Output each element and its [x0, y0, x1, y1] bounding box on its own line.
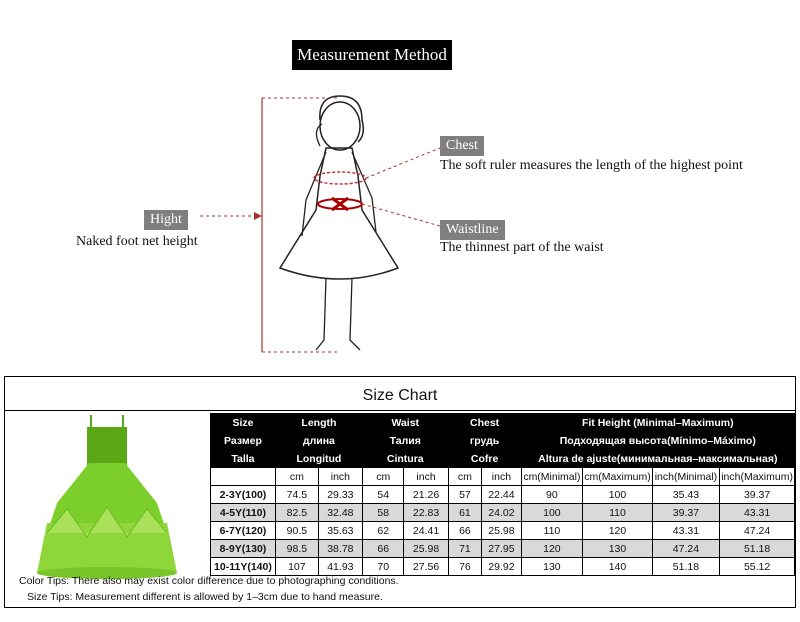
table-unit-cell: cm [448, 468, 482, 486]
table-cell: 110 [521, 522, 583, 540]
table-unit-cell: cm [275, 468, 318, 486]
height-tag: Hight [144, 210, 188, 230]
table-cell: 74.5 [275, 486, 318, 504]
table-header-cell: грудь [448, 432, 521, 450]
waistline-description: The thinnest part of the waist [440, 240, 604, 255]
table-cell: 38.78 [318, 540, 362, 558]
table-units-blank-cell [211, 468, 276, 486]
table-cell: 35.43 [652, 486, 719, 504]
table-cell: 130 [583, 540, 653, 558]
chest-tag: Chest [440, 136, 484, 156]
table-header-row [211, 450, 795, 468]
table-header-cell: Размер [211, 432, 276, 450]
table-header-cell: Size [211, 414, 276, 432]
table-cell: 25.98 [482, 522, 521, 540]
table-header-cell: Cintura [362, 450, 448, 468]
table-row [211, 522, 795, 540]
table-cell: 120 [583, 522, 653, 540]
table-cell: 51.18 [652, 558, 719, 576]
table-cell: 22.83 [404, 504, 448, 522]
table-header-cell: Подходящая высота(Mínimo–Máximo) [521, 432, 794, 450]
size-label-cell: 10-11Y(140) [211, 558, 276, 576]
table-cell: 107 [275, 558, 318, 576]
size-chart [4, 376, 796, 608]
table-header-cell: Chest [448, 414, 521, 432]
table-cell: 47.24 [720, 522, 795, 540]
table-cell: 58 [362, 504, 404, 522]
table-row [211, 486, 795, 504]
table-cell: 66 [362, 540, 404, 558]
table-cell: 39.37 [652, 504, 719, 522]
table-header-cell: Талия [362, 432, 448, 450]
table-cell: 25.98 [404, 540, 448, 558]
table-row [211, 558, 795, 576]
table-cell: 41.93 [318, 558, 362, 576]
table-header-cell: Cofre [448, 450, 521, 468]
table-header-cell: Talla [211, 450, 276, 468]
table-cell: 29.92 [482, 558, 521, 576]
table-cell: 61 [448, 504, 482, 522]
table-header-row [211, 414, 795, 432]
table-cell: 100 [583, 486, 653, 504]
table-unit-cell: inch(Maximum) [720, 468, 795, 486]
size-table [210, 413, 795, 576]
size-label-cell: 6-7Y(120) [211, 522, 276, 540]
table-cell: 100 [521, 504, 583, 522]
table-unit-cell: inch(Minimal) [652, 468, 719, 486]
table-cell: 51.18 [720, 540, 795, 558]
table-cell: 82.5 [275, 504, 318, 522]
table-cell: 140 [583, 558, 653, 576]
table-unit-cell: inch [318, 468, 362, 486]
table-unit-cell: cm [362, 468, 404, 486]
dress-image [7, 413, 207, 581]
table-cell: 24.02 [482, 504, 521, 522]
table-cell: 71 [448, 540, 482, 558]
table-unit-cell: inch [482, 468, 521, 486]
table-row [211, 504, 795, 522]
table-cell: 62 [362, 522, 404, 540]
table-header-row [211, 432, 795, 450]
table-cell: 90.5 [275, 522, 318, 540]
table-cell: 22.44 [482, 486, 521, 504]
table-cell: 70 [362, 558, 404, 576]
table-cell: 43.31 [652, 522, 719, 540]
table-row [211, 540, 795, 558]
table-cell: 29.33 [318, 486, 362, 504]
table-header-cell: Waist [362, 414, 448, 432]
table-unit-cell: cm(Maximum) [583, 468, 653, 486]
table-cell: 120 [521, 540, 583, 558]
table-cell: 66 [448, 522, 482, 540]
table-cell: 57 [448, 486, 482, 504]
table-units-row [211, 468, 795, 486]
table-cell: 55.12 [720, 558, 795, 576]
table-cell: 98.5 [275, 540, 318, 558]
size-chart-title: Size Chart [5, 377, 795, 411]
table-header-cell: Longitud [275, 450, 362, 468]
waistline-tag: Waistline [440, 220, 505, 240]
table-header-cell: длина [275, 432, 362, 450]
table-unit-cell: cm(Minimal) [521, 468, 583, 486]
measurement-method-title: Measurement Method [292, 40, 452, 70]
table-unit-cell: inch [404, 468, 448, 486]
color-tip: Color Tips: There also may exist color difference due to photographing conditions. [19, 575, 399, 587]
table-header-cell: Length [275, 414, 362, 432]
size-label-cell: 8-9Y(130) [211, 540, 276, 558]
size-tip: Size Tips: Measurement different is allowed by 1–3cm due to hand measure. [27, 591, 383, 603]
table-cell: 35.63 [318, 522, 362, 540]
table-cell: 130 [521, 558, 583, 576]
size-label-cell: 4-5Y(110) [211, 504, 276, 522]
chest-description: The soft ruler measures the length of the highest point [440, 158, 743, 173]
table-header-cell: Fit Height (Minimal–Maximum) [521, 414, 794, 432]
table-cell: 27.95 [482, 540, 521, 558]
table-header-cell: Altura de ajuste(минимальная–максимальная) [521, 450, 794, 468]
table-cell: 27.56 [404, 558, 448, 576]
table-cell: 24.41 [404, 522, 448, 540]
size-label-cell: 2-3Y(100) [211, 486, 276, 504]
table-cell: 110 [583, 504, 653, 522]
table-cell: 39.37 [720, 486, 795, 504]
table-cell: 47.24 [652, 540, 719, 558]
table-cell: 43.31 [720, 504, 795, 522]
table-cell: 54 [362, 486, 404, 504]
table-cell: 32.48 [318, 504, 362, 522]
table-cell: 21.26 [404, 486, 448, 504]
table-cell: 90 [521, 486, 583, 504]
height-description: Naked foot net height [76, 234, 198, 249]
table-cell: 76 [448, 558, 482, 576]
